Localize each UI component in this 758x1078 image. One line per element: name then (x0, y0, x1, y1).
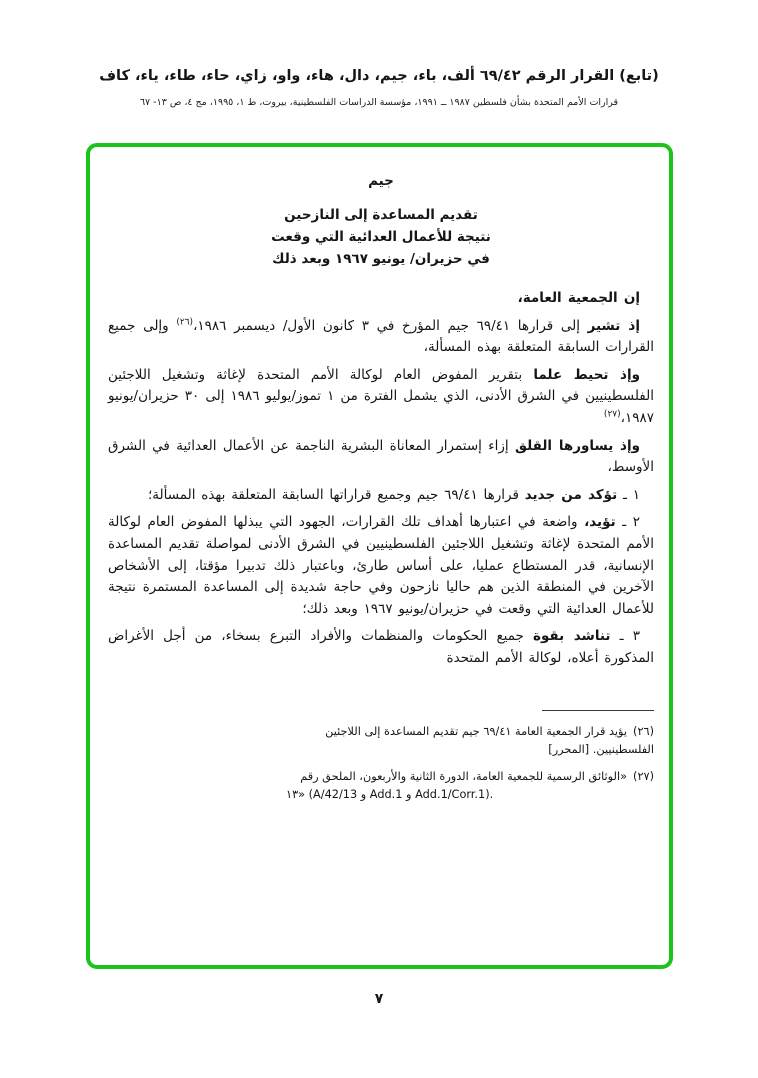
paragraph-lead: إن الجمعية العامة، (517, 290, 640, 306)
resolution-header-title: (تابع) القرار الرقم ٦٩/٤٢ ألف، باء، جيم، دال، هاء، واو، زاي، حاء، طاء، ياء، كاف (99, 68, 659, 84)
footnote-text: يؤيد قرار الجمعية العامة ٦٩/٤١ جيم تقديم المساعدة إلى اللاجئين (325, 724, 628, 738)
paragraph-operative-3 (108, 626, 654, 669)
paragraph-operative-2 (108, 512, 654, 620)
green-border-box (86, 143, 673, 969)
footnote-separator-line (542, 710, 654, 711)
section-letter: جيم (368, 173, 394, 189)
footnote-marker: (٢٧) (633, 769, 654, 783)
page-number: ٧ (374, 991, 384, 1007)
paragraph-text: إلى قرارها ٦٩/٤١ جيم المؤرخ في ٣ كانون الأول/ ديسمبر ١٩٨٦، (193, 317, 588, 334)
paragraph-lead: وإذ يساورها القلق (514, 437, 640, 454)
paragraph-text: وإلى جميع القرارات السابقة المتعلقة بهذه المسألة، (108, 317, 654, 356)
paragraph-text: واضعة في اعتبارها أهداف تلك القرارات، الجهود التي يبذلها المفوض العام لوكالة الأمم المتحدة لإغاثة وتشغيل اللاجئين الفلسطينيين في الشرق الأدنى لمواصلة تقديم المساعدة الإنسانية، قدر المستطاع عمليا، على أساس طارئ، وباعتبار ذلك تدبيرا مؤقتا، إلى الأشخاص الآخرين في المنطقة الذين هم حاليا نازحون وفي حاجة شديدة إلى المساعدة المستمرة نتيجة للأعمال العدائية التي وقعت في حزيران/يونيو ١٩٦٧ وبعد ذلك؛ (108, 514, 654, 617)
paragraph-preamble-opening (108, 288, 654, 310)
footnotes-section (108, 710, 654, 805)
document-title (108, 204, 654, 270)
footnote-27 (108, 768, 654, 805)
paragraph-text: بتقرير المفوض العام لوكالة الأمم المتحدة لإغاثة وتشغيل اللاجئين الفلسطينيين في الشرق الأدنى، الذي يشمل الفترة من ١ تموز/يوليو ١٩٨٦ إلى ٣٠ حزيران/يونيو ١٩٨٧، (108, 366, 654, 426)
footnote-line: الفلسطينيين. [المحرر] (548, 743, 654, 756)
page-header (26, 68, 732, 108)
paragraph-number: ٢ ـ (615, 514, 640, 531)
footnote-marker: (٢٦) (633, 724, 654, 738)
paragraph-lead: إذ تشير (587, 317, 640, 334)
document-title-line: تقديم المساعدة إلى النازحين (284, 207, 478, 223)
paragraph-text: إزاء إستمرار المعاناة البشرية الناجمة عن الأعمال العدائية في الشرق الأوسط، (108, 437, 654, 476)
footnote-line (108, 768, 654, 787)
footnote-ref: (٢٦) (176, 317, 194, 328)
source-citation-line: قرارات الأمم المتحدة بشأن فلسطين ١٩٨٧ ــ ١٩٩١، مؤسسة الدراسات الفلسطينية، بيروت، ط ١، ١٩٩٥، مج ٤، ص ١٣- ٦٧ (139, 97, 619, 108)
footnote-ref: (٢٧) (603, 409, 621, 420)
paragraph-lead: تؤكد من جديد (524, 486, 618, 503)
paragraph-lead: تناشد بقوة (533, 628, 611, 645)
paragraph-text: جميع الحكومات والمنظمات والأفراد التبرع بسخاء، من أجل الأغراض المذكورة أعلاه، لوكالة الأمم المتحدة (108, 628, 654, 666)
paragraph-concerned (108, 436, 654, 479)
paragraph-recalling (108, 316, 654, 359)
paragraph-taking-note (108, 365, 654, 430)
footnote-line (108, 723, 654, 742)
footnote-26 (108, 723, 654, 760)
resolution-body (108, 288, 654, 670)
document-title-line: نتيجة للأعمال العدائية التي وقعت (271, 229, 491, 245)
paragraph-number: ١ ـ (617, 486, 640, 503)
footnote-line-latin: ١٣» (A/42/13 و Add.1 و Add.1/Corr.1). (286, 788, 494, 801)
paragraph-number: ٣ ـ (610, 628, 640, 645)
document-title-line: في حزيران/ يونيو ١٩٦٧ وبعد ذلك (272, 251, 490, 267)
footnote-text: «الوثائق الرسمية للجمعية العامة، الدورة الثانية والأربعون، الملحق رقم (300, 769, 628, 783)
paragraph-lead: وإذ تحيط علما (533, 366, 641, 383)
paragraph-text: قرارها ٦٩/٤١ جيم وجميع قراراتها السابقة المتعلقة بهذه المسألة؛ (148, 486, 525, 503)
paragraph-lead: تؤيد، (584, 514, 616, 531)
paragraph-operative-1 (108, 485, 654, 507)
